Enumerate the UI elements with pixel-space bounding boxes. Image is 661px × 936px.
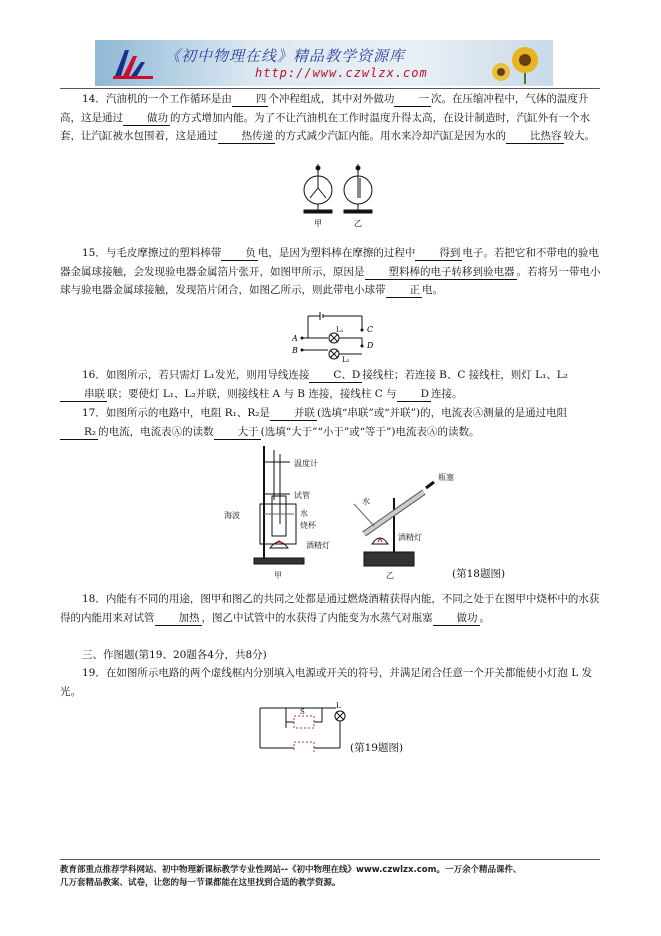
- question-19: 19．在如图所示电路的两个虚线框内分别填入电源或开关的符号，并满足闭合任意一个开关都能使小灯泡 L 发光。: [60, 667, 593, 698]
- label-alcohol-lamp-b: 酒精灯: [398, 533, 422, 542]
- answer-blank: 正: [386, 284, 423, 298]
- answer-blank: 负: [221, 247, 258, 261]
- answer-blank: 四: [232, 93, 269, 107]
- answer-blank: 比热容: [506, 130, 564, 144]
- label-water: 水: [300, 509, 308, 518]
- question-17: 17．如图所示的电路中，电阻 R₁、R₂是 并联 (选填“串联”或“并联”)的，电流表Ⓐ测量的是通过电阻R₂ 的电流，电流表Ⓐ的读数 大于 (选填“大于”“小于”或“等于”)电流表Ⓐ的读数。: [60, 404, 605, 441]
- answer-blank: R₂: [60, 426, 98, 440]
- footer-line: 教育部重点推荐学科网站、初中物理新课标教学专业性网站--《初中物理在线》www.czwlzx.com。一万余个精品课件、: [60, 865, 522, 875]
- label-hypo: 海波: [224, 511, 240, 520]
- footer-rule: [60, 859, 600, 860]
- answer-blank: 串联: [60, 388, 107, 402]
- label-alcohol-lamp: 酒精灯: [306, 541, 330, 550]
- circuit-figure-19: [256, 702, 352, 752]
- answer-blank: 大于: [214, 426, 261, 440]
- switch-label: S: [300, 708, 305, 716]
- lamp-label: L: [336, 702, 341, 710]
- lamp-label: L₁: [336, 326, 344, 334]
- sunflower-icon: [487, 42, 547, 84]
- circuit-figure-16: [290, 310, 380, 364]
- figure-label: 乙: [354, 219, 362, 228]
- answer-blank: 做功: [123, 112, 170, 126]
- answer-blank: D: [397, 388, 431, 402]
- figure-label: 甲: [274, 571, 282, 580]
- question-15: 15．与毛皮摩擦过的塑料棒带 负 电，是因为塑料棒在摩擦的过程中 得到 电子。若把它和不带电的验电器金属球接触，会发现验电器金属箔片张开，如图甲所示，原因是 塑料棒的电子转移到验电器 。若将另一带电小球与验电器金属球接触，发现箔片闭合，如图乙所示，则此带电小球带 正 电。: [60, 247, 601, 296]
- electroscope-figure: [296, 164, 386, 230]
- figure-label: 甲: [314, 219, 322, 228]
- answer-blank: 热传递: [218, 130, 276, 144]
- label-stopper: 瓶塞: [438, 473, 454, 482]
- header-rule: [60, 88, 600, 89]
- question-16: 16．如图所示，若只需灯 L₁发光，则用导线连接 C、D 接线柱；若连接 B、C 接线柱，则灯 L₁、L₂串联 联；要使灯 L₁、L₂并联，则接线柱 A 与 B 连接，接线柱 C 与 D 连接。: [60, 366, 605, 403]
- site-logo-icon: [111, 46, 155, 80]
- banner-title: 《初中物理在线》精品教学资源库: [165, 47, 406, 65]
- question-14: 14．汽油机的一个工作循环是由 四 个冲程组成，其中对外做功 一 次。在压缩冲程中，气体的温度升高，这是通过 做功 的方式增加内能。为了不让汽油机在工作时温度升得太高，在设计制造时，汽缸外有一个水套，让汽缸被水包围着，这是通过 热传递 的方式减少汽缸内能。用水来冷却汽缸是因为水的 比热容 较大。: [60, 93, 595, 142]
- terminal-label: D: [367, 341, 374, 350]
- footer: [60, 864, 608, 890]
- label-thermometer: 温度计: [294, 459, 318, 468]
- answer-blank: C、D: [309, 369, 362, 383]
- figure-label: 乙: [386, 571, 394, 580]
- figure-19-caption: (第19题图): [350, 742, 404, 754]
- terminal-label: C: [367, 325, 374, 334]
- question-18: 18．内能有不同的用途，图甲和图乙的共同之处都是通过燃烧酒精获得内能，不同之处于在图甲中烧杯中的水获得的内能用来对试管 加热 ，图乙中试管中的水获得了内能变为水蒸气对瓶塞 做功 。: [60, 593, 600, 624]
- figure-18-caption: (第18题图): [452, 568, 506, 580]
- answer-blank: 塑料棒的电子转移到验电器: [365, 266, 517, 280]
- figure-18: [224, 444, 514, 582]
- answer-blank: 做功: [433, 612, 480, 626]
- terminal-label: B: [292, 346, 298, 355]
- answer-blank: 加热: [155, 612, 202, 626]
- lamp-label: L₂: [342, 356, 350, 364]
- label-water-b: 水: [362, 497, 370, 506]
- footer-line: 几万套精品教案、试卷，让您的每一节课都能在这里找到合适的教学资源。: [60, 878, 341, 888]
- label-beaker: 烧杯: [300, 521, 316, 530]
- answer-blank: 并联: [270, 407, 317, 421]
- answer-blank: 一: [394, 93, 431, 107]
- terminal-label: A: [292, 334, 298, 343]
- label-test-tube: 试管: [294, 491, 310, 500]
- section-heading: 三、作图题(第19、20题各4分，共8分): [82, 649, 267, 661]
- banner-url[interactable]: http://www.czwlzx.com: [255, 66, 428, 80]
- header-banner[interactable]: [95, 40, 553, 86]
- answer-blank: 得到: [415, 247, 462, 261]
